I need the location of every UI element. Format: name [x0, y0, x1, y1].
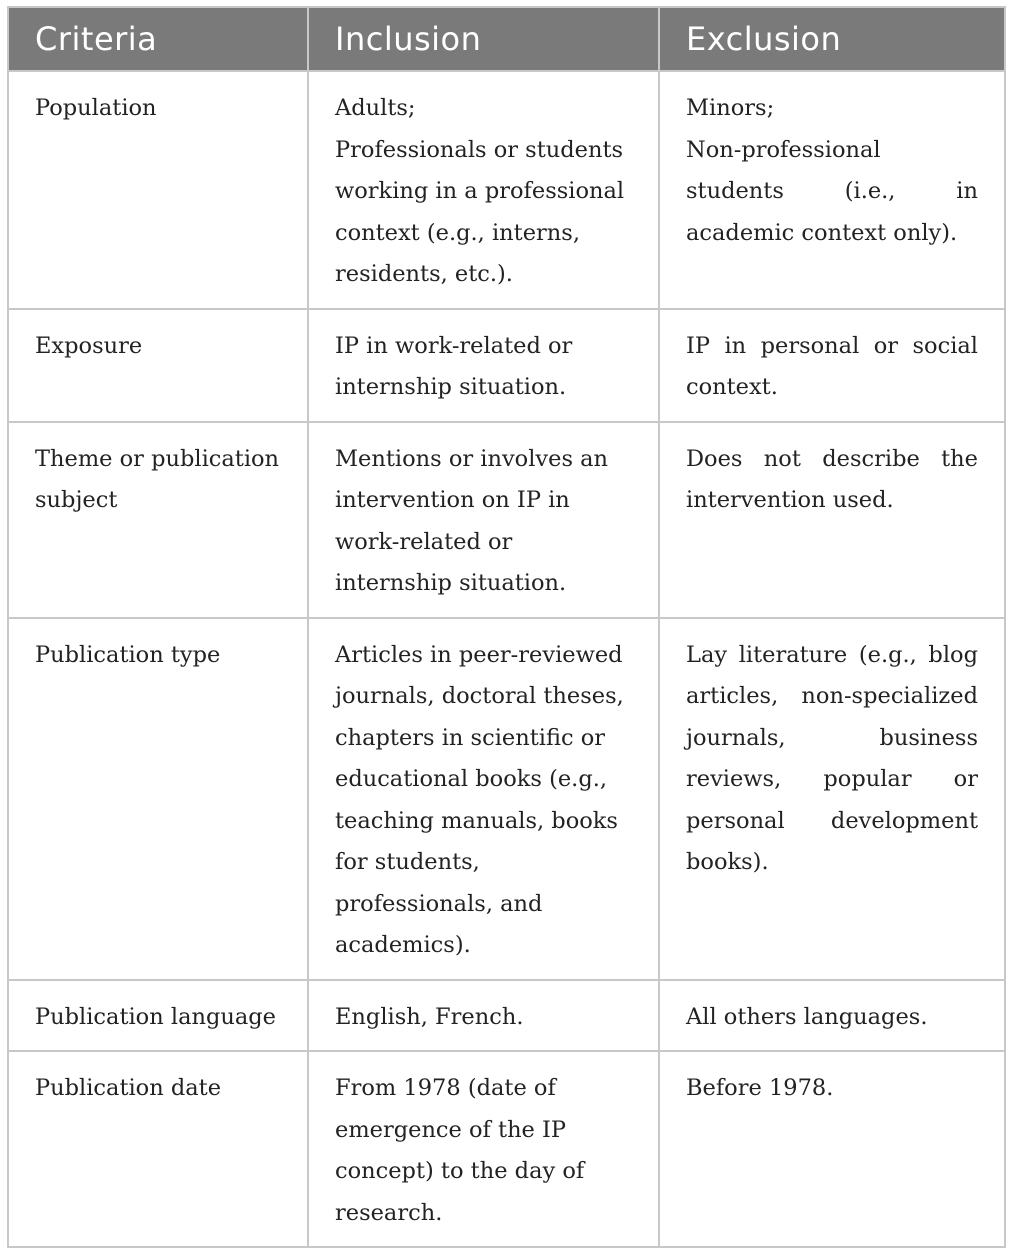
criteria-cell: Population	[8, 71, 308, 309]
table-row-exposure	[8, 309, 1005, 422]
criteria-cell: Publication date	[8, 1051, 308, 1247]
header-criteria: Criteria	[8, 7, 308, 71]
criteria-cell: Theme or publication subject	[8, 422, 308, 618]
inclusion-line: Articles in peer-reviewed journals, doctoral theses, chapters in scientific or educational books (e.g., teaching manuals, books for students, professionals, and academics).	[335, 641, 624, 958]
exclusion-line: Lay literature (e.g., blog articles, non-specialized journals, business reviews, popular or personal development books).	[686, 641, 978, 875]
inclusion-line: Adults;	[335, 95, 416, 121]
exclusion-cell	[659, 71, 1005, 309]
exclusion-cell	[659, 980, 1005, 1052]
inclusion-cell	[308, 309, 659, 422]
exclusion-line: Does not describe the intervention used.	[686, 445, 978, 513]
inclusion-cell	[308, 422, 659, 618]
exclusion-cell	[659, 309, 1005, 422]
inclusion-line: Professionals or students working in a professional context (e.g., interns, residents, etc.).	[335, 136, 625, 287]
table-row-publication-language	[8, 980, 1005, 1052]
exclusion-line: All others languages.	[686, 1003, 928, 1030]
header-exclusion: Exclusion	[659, 7, 1005, 71]
exclusion-line: Non-professional students (i.e., in academic context only).	[686, 136, 978, 246]
criteria-table	[7, 6, 1006, 1248]
table-row-publication-type	[8, 618, 1005, 980]
inclusion-line: English, French.	[335, 1003, 524, 1030]
criteria-cell: Publication type	[8, 618, 308, 980]
criteria-cell: Publication language	[8, 980, 308, 1052]
inclusion-line: From 1978 (date of emergence of the IP concept) to the day of research.	[335, 1075, 585, 1226]
exclusion-cell	[659, 422, 1005, 618]
inclusion-cell	[308, 980, 659, 1052]
header-row	[8, 7, 1005, 71]
header-inclusion: Inclusion	[308, 7, 659, 71]
inclusion-line: IP in work-related or internship situation.	[335, 332, 573, 400]
table-header	[8, 7, 1005, 71]
criteria-cell: Exposure	[8, 309, 308, 422]
table-row-theme	[8, 422, 1005, 618]
inclusion-line: Mentions or involves an intervention on IP in work-related or internship situation.	[335, 445, 609, 596]
criteria-table-container	[7, 6, 1004, 1248]
exclusion-line: Before 1978.	[686, 1075, 834, 1101]
exclusion-cell	[659, 618, 1005, 980]
inclusion-cell	[308, 1051, 659, 1247]
table-row-publication-date	[8, 1051, 1005, 1247]
inclusion-cell	[308, 618, 659, 980]
inclusion-cell	[308, 71, 659, 309]
exclusion-line: Minors;	[686, 95, 775, 121]
exclusion-cell	[659, 1051, 1005, 1247]
table-body	[8, 71, 1005, 1247]
exclusion-line: IP in personal or social context.	[686, 332, 978, 400]
table-row-population	[8, 71, 1005, 309]
